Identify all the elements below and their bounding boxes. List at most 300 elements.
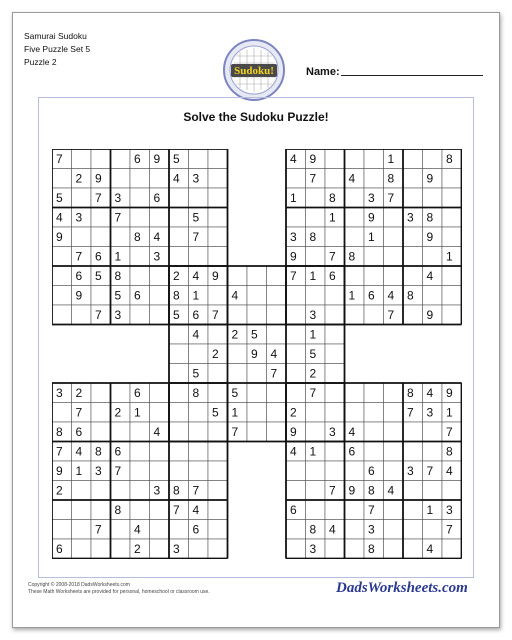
sudoku-cell[interactable] [403,149,423,169]
name-label: Name: [306,66,340,78]
sudoku-cell[interactable] [267,422,287,442]
sudoku-cell[interactable] [286,286,306,306]
sudoku-cell[interactable] [364,422,384,442]
sudoku-cell[interactable] [384,422,404,442]
sudoku-cell[interactable] [423,286,443,306]
given-digit: 6 [368,288,375,303]
sudoku-cell[interactable] [423,188,443,208]
sudoku-cell[interactable] [52,286,72,306]
sudoku-cell[interactable] [384,247,404,267]
sudoku-cell[interactable] [423,422,443,442]
sudoku-cell[interactable] [169,344,189,364]
sudoku-cell[interactable] [247,403,267,423]
given-digit: 1 [348,288,356,303]
sudoku-cell[interactable] [91,286,111,306]
sudoku-cell[interactable] [364,169,384,189]
given-digit: 1 [290,191,297,205]
given-digit: 3 [95,464,102,478]
sudoku-cell[interactable] [442,227,462,247]
sudoku-cell[interactable] [403,188,423,208]
sudoku-cell[interactable] [267,286,287,306]
sudoku-cell[interactable] [111,481,131,501]
sudoku-cell[interactable] [208,520,228,540]
given-digit: 9 [75,288,83,303]
given-digit: 2 [309,366,317,381]
sudoku-cell[interactable] [208,364,228,384]
sudoku-cell[interactable] [91,539,111,559]
sudoku-cell[interactable] [169,403,189,423]
sudoku-cell[interactable] [345,520,365,540]
sudoku-cell[interactable] [111,227,131,247]
sudoku-cell[interactable] [267,305,287,325]
sudoku-cell[interactable] [286,169,306,189]
given-digit: 6 [134,288,141,303]
sudoku-cell[interactable] [130,208,150,228]
sudoku-cell[interactable] [267,383,287,403]
given-digit: 8 [387,171,395,186]
sudoku-cell[interactable] [286,208,306,228]
given-digit: 2 [114,405,122,420]
given-digit: 8 [368,483,375,498]
sudoku-cell[interactable] [403,539,423,559]
sudoku-cell[interactable] [111,169,131,189]
sudoku-cell[interactable] [403,520,423,540]
sudoku-cell[interactable] [364,383,384,403]
sudoku-cell[interactable] [150,520,170,540]
sudoku-cell[interactable] [150,266,170,286]
sudoku-cell[interactable] [403,227,423,247]
sudoku-cell[interactable] [345,305,365,325]
given-digit: 1 [309,444,317,459]
sudoku-cell[interactable] [228,266,248,286]
given-digit: 1 [114,249,122,264]
sudoku-cell[interactable] [208,442,228,462]
copyright-text: Copyright © 2008-2018 DadsWorksheets.com [28,582,130,588]
given-digit: 9 [446,386,453,400]
sudoku-cell[interactable] [169,520,189,540]
sudoku-cell[interactable] [364,247,384,267]
sudoku-cell[interactable] [306,188,326,208]
given-digit: 7 [192,483,200,498]
sudoku-cell[interactable] [52,266,72,286]
sudoku-cell[interactable] [189,188,209,208]
sudoku-cell[interactable] [150,305,170,325]
given-digit: 3 [114,308,122,322]
sudoku-cell[interactable] [384,266,404,286]
sudoku-cell[interactable] [228,364,248,384]
sudoku-cell[interactable] [442,266,462,286]
sudoku-cell[interactable] [208,461,228,481]
given-digit: 6 [368,464,375,478]
given-digit: 7 [95,191,102,205]
sudoku-cell[interactable] [306,286,326,306]
sudoku-cell[interactable] [247,364,267,384]
sudoku-cell[interactable] [91,403,111,423]
sudoku-cell[interactable] [208,383,228,403]
sudoku-cell[interactable] [130,169,150,189]
sudoku-cell[interactable] [384,500,404,520]
sudoku-cell[interactable] [130,442,150,462]
sudoku-cell[interactable] [72,149,92,169]
given-digit: 6 [329,269,336,283]
sudoku-cell[interactable] [72,500,92,520]
sudoku-cell[interactable] [208,481,228,501]
sudoku-cell[interactable] [208,227,228,247]
sudoku-cell[interactable] [52,520,72,540]
given-digit: 8 [173,288,180,303]
sudoku-cell[interactable] [345,500,365,520]
given-digit: 5 [95,269,102,283]
sudoku-cell[interactable] [91,383,111,403]
sudoku-cell[interactable] [130,461,150,481]
sudoku-cell[interactable] [130,266,150,286]
sudoku-cell[interactable] [267,403,287,423]
given-digit: 5 [251,327,258,342]
info-line-set: Five Puzzle Set 5 [24,44,91,54]
sudoku-cell[interactable] [423,520,443,540]
sudoku-cell[interactable] [325,286,345,306]
given-digit: 6 [192,522,200,537]
given-digit: 2 [212,347,219,361]
given-digit: 6 [95,249,102,264]
sudoku-cell[interactable] [130,500,150,520]
sudoku-cell[interactable] [364,305,384,325]
given-digit: 6 [192,308,200,322]
sudoku-cell[interactable] [247,383,267,403]
sudoku-cell[interactable] [325,325,345,345]
sudoku-cell[interactable] [72,481,92,501]
given-digit: 9 [309,152,317,166]
given-digit: 9 [56,230,63,244]
sudoku-cell[interactable] [189,403,209,423]
sudoku-cell[interactable] [189,247,209,267]
given-digit: 8 [348,249,356,264]
sudoku-cell[interactable] [130,247,150,267]
given-digit: 8 [446,152,453,166]
sudoku-cell[interactable] [345,266,365,286]
sudoku-cell[interactable] [52,247,72,267]
sudoku-cell[interactable] [189,539,209,559]
sudoku-cell[interactable] [345,227,365,247]
sudoku-cell[interactable] [325,364,345,384]
sudoku-cell[interactable] [403,500,423,520]
sudoku-cell[interactable] [286,520,306,540]
sudoku-cell[interactable] [150,539,170,559]
sudoku-cell[interactable] [91,208,111,228]
sudoku-cell[interactable] [111,149,131,169]
sudoku-cell[interactable] [442,286,462,306]
sudoku-cell[interactable] [52,305,72,325]
sudoku-cell[interactable] [403,481,423,501]
sudoku-cell[interactable] [442,208,462,228]
sudoku-cell[interactable] [208,188,228,208]
sudoku-cell[interactable] [130,305,150,325]
sudoku-cell[interactable] [325,149,345,169]
sudoku-cell[interactable] [325,539,345,559]
sudoku-cell[interactable] [267,266,287,286]
given-digit: 8 [329,191,336,205]
sudoku-cell[interactable] [247,305,267,325]
given-digit: 7 [95,308,102,322]
sudoku-cell[interactable] [423,149,443,169]
sudoku-cell[interactable] [286,325,306,345]
sudoku-cell[interactable] [169,227,189,247]
given-digit: 5 [56,191,63,205]
sudoku-cell[interactable] [52,403,72,423]
sudoku-cell[interactable] [169,188,189,208]
sudoku-cell[interactable] [403,247,423,267]
sudoku-cell[interactable] [423,442,443,462]
given-digit: 5 [173,308,180,322]
given-digit: 9 [368,210,375,225]
sudoku-cell[interactable] [189,461,209,481]
sudoku-cell[interactable] [325,169,345,189]
sudoku-cell[interactable] [247,266,267,286]
given-digit: 5 [212,405,219,420]
sudoku-cell[interactable] [384,461,404,481]
given-digit: 7 [95,522,102,537]
sudoku-cell[interactable] [403,422,423,442]
sudoku-cell[interactable] [150,169,170,189]
sudoku-cell[interactable] [345,188,365,208]
given-digit: 7 [387,308,395,322]
sudoku-cell[interactable] [403,169,423,189]
given-digit: 2 [75,171,83,186]
given-digit: 3 [329,425,336,439]
given-digit: 8 [368,542,375,556]
sudoku-cell[interactable] [150,286,170,306]
sudoku-cell[interactable] [189,442,209,462]
sudoku-cell[interactable] [325,344,345,364]
given-digit: 2 [231,327,239,342]
sudoku-cell[interactable] [384,383,404,403]
sudoku-cell[interactable] [403,305,423,325]
sudoku-cell[interactable] [345,403,365,423]
given-digit: 4 [192,327,200,342]
sudoku-cell[interactable] [247,422,267,442]
given-digit: 8 [134,230,141,244]
sudoku-cell[interactable] [130,188,150,208]
sudoku-cell[interactable] [325,461,345,481]
sudoku-cell[interactable] [150,461,170,481]
sudoku-cell[interactable] [442,188,462,208]
sudoku-cell[interactable] [189,422,209,442]
sudoku-cell[interactable] [325,305,345,325]
sudoku-cell[interactable] [91,500,111,520]
given-digit: 6 [56,542,63,556]
sudoku-cell[interactable] [267,325,287,345]
sudoku-cell[interactable] [208,422,228,442]
sudoku-cell[interactable] [345,208,365,228]
sudoku-cell[interactable] [325,403,345,423]
sudoku-cell[interactable] [169,208,189,228]
sudoku-cell[interactable] [91,422,111,442]
given-digit: 3 [407,464,414,478]
sudoku-cell[interactable] [384,442,404,462]
sudoku-cell[interactable] [169,422,189,442]
sudoku-cell[interactable] [208,500,228,520]
sudoku-cell[interactable] [189,344,209,364]
given-digit: 3 [75,210,83,225]
given-digit: 4 [153,425,161,439]
given-digit: 3 [309,542,317,556]
sudoku-cell[interactable] [130,422,150,442]
given-digit: 3 [426,405,434,420]
given-digit: 4 [134,522,141,537]
sudoku-cell[interactable] [384,520,404,540]
dadsworksheets-logo [334,576,468,598]
sudoku-cell[interactable] [208,169,228,189]
given-digit: 4 [387,483,395,498]
sudoku-cell[interactable] [345,383,365,403]
sudoku-cell[interactable] [72,520,92,540]
sudoku-cell[interactable] [423,481,443,501]
sudoku-cell[interactable] [306,500,326,520]
sudoku-cell[interactable] [150,383,170,403]
given-digit: 8 [173,483,180,498]
sudoku-cell[interactable] [286,461,306,481]
given-digit: 1 [309,269,317,283]
given-digit: 4 [348,425,356,439]
given-digit: 8 [309,230,317,244]
sudoku-cell[interactable] [442,305,462,325]
page-title: Solve the Sudoku Puzzle! [183,110,329,124]
sudoku-cell[interactable] [150,442,170,462]
sudoku-cell[interactable] [72,188,92,208]
sudoku-cell[interactable] [247,286,267,306]
sudoku-cell[interactable] [150,500,170,520]
given-digit: 4 [173,171,180,186]
sudoku-cell[interactable] [384,227,404,247]
given-digit: 1 [75,464,83,478]
sudoku-cell[interactable] [111,539,131,559]
sudoku-cell[interactable] [384,403,404,423]
puzzle-info [24,30,90,69]
given-digit: 3 [368,191,375,205]
sudoku-cell[interactable] [91,149,111,169]
sudoku-cell[interactable] [325,383,345,403]
given-digit: 7 [329,249,336,264]
sudoku-cell[interactable] [306,422,326,442]
sudoku-cell[interactable] [345,149,365,169]
sudoku-cell[interactable] [150,403,170,423]
info-line-title: Samurai Sudoku [24,31,87,41]
sudoku-cell[interactable] [208,286,228,306]
sudoku-cell[interactable] [306,208,326,228]
sudoku-cell[interactable] [208,149,228,169]
sudoku-cell[interactable] [130,481,150,501]
sudoku-cell[interactable] [208,208,228,228]
sudoku-cell[interactable] [364,442,384,462]
sudoku-cell[interactable] [442,481,462,501]
given-digit: 1 [134,405,141,420]
sudoku-cell[interactable] [169,364,189,384]
sudoku-cell[interactable] [91,481,111,501]
sudoku-cell[interactable] [72,539,92,559]
given-digit: 7 [75,405,83,420]
sudoku-cell[interactable] [169,461,189,481]
sudoku-cell[interactable] [208,539,228,559]
sudoku-cell[interactable] [325,500,345,520]
info-line-puzzle: Puzzle 2 [24,57,57,67]
sudoku-cell[interactable] [169,383,189,403]
sudoku-cell[interactable] [111,422,131,442]
sudoku-cell[interactable] [286,305,306,325]
given-digit: 5 [231,386,239,400]
sudoku-cell[interactable] [189,149,209,169]
sudoku-cell[interactable] [286,344,306,364]
sudoku-cell[interactable] [150,208,170,228]
name-input-line[interactable] [341,75,483,76]
given-digit: 7 [309,386,317,400]
given-digit: 7 [192,230,200,244]
sudoku-cell[interactable] [403,442,423,462]
sudoku-cell[interactable] [364,403,384,423]
sudoku-cell[interactable] [52,169,72,189]
given-digit: 1 [309,327,317,342]
sudoku-cell[interactable] [72,305,92,325]
sudoku-cell[interactable] [228,305,248,325]
sudoku-cell[interactable] [286,539,306,559]
given-digit: 3 [114,191,122,205]
sudoku-cell[interactable] [423,247,443,267]
given-digit: 8 [192,386,200,400]
given-digit: 6 [348,444,356,459]
sudoku-cell[interactable] [306,481,326,501]
sudoku-cell[interactable] [306,403,326,423]
sudoku-cell[interactable] [306,247,326,267]
given-digit: 3 [309,308,317,322]
sudoku-cell[interactable] [208,247,228,267]
given-digit: 3 [192,171,200,186]
sudoku-cell[interactable] [169,325,189,345]
sudoku-cell[interactable] [384,539,404,559]
given-digit: 1 [446,249,453,264]
sudoku-cell[interactable] [169,442,189,462]
given-digit: 7 [114,464,122,478]
sudoku-cell[interactable] [286,481,306,501]
sudoku-cell[interactable] [442,169,462,189]
sudoku-cell[interactable] [286,364,306,384]
sudoku-cell[interactable] [228,344,248,364]
given-digit: 8 [446,444,453,459]
sudoku-cell[interactable] [52,500,72,520]
sudoku-cell[interactable] [345,539,365,559]
sudoku-cell[interactable] [384,208,404,228]
sudoku-cell[interactable] [442,539,462,559]
sudoku-cell[interactable] [72,227,92,247]
sudoku-cell[interactable] [345,461,365,481]
sudoku-cell[interactable] [169,247,189,267]
given-digit: 3 [56,386,63,400]
samurai-sudoku-grid [52,149,462,559]
sudoku-cell[interactable] [306,461,326,481]
sudoku-cell[interactable] [111,520,131,540]
given-digit: 5 [173,152,180,166]
sudoku-cell[interactable] [208,325,228,345]
sudoku-cell[interactable] [111,383,131,403]
sudoku-cell[interactable] [91,227,111,247]
sudoku-cell[interactable] [286,383,306,403]
given-digit: 8 [426,210,434,225]
given-digit: 7 [290,269,297,283]
sudoku-cell[interactable] [325,442,345,462]
sudoku-cell[interactable] [364,266,384,286]
sudoku-cell[interactable] [325,227,345,247]
sudoku-cell[interactable] [403,266,423,286]
sudoku-cell[interactable] [364,149,384,169]
given-digit: 3 [153,483,161,498]
